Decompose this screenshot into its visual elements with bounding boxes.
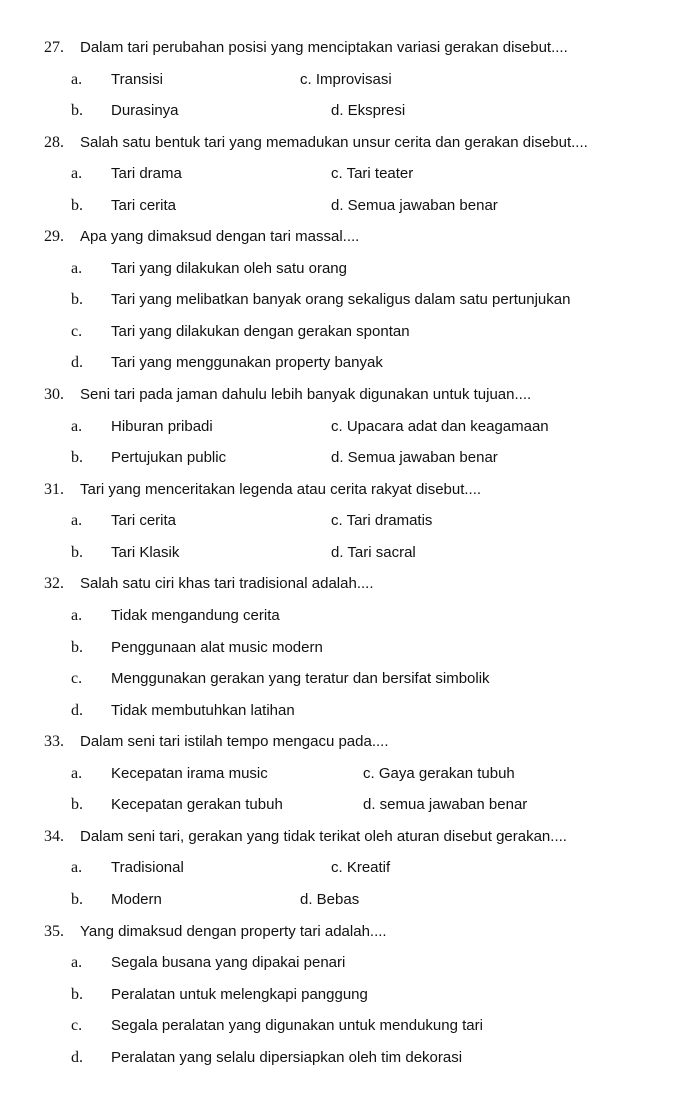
option-letter: c. (71, 1017, 83, 1034)
option-letter: b. (71, 102, 83, 119)
option-text: Segala peralatan yang digunakan untuk mendukung tari (111, 1017, 483, 1034)
option-text: Tari cerita (111, 197, 177, 214)
option-letter: b. (71, 891, 83, 908)
question-text: Salah satu ciri khas tari tradisional adalah.... (80, 575, 374, 592)
option-text: Modern (111, 891, 162, 908)
option-text: d. semua jawaban benar (363, 796, 528, 813)
option-letter: d. (71, 702, 83, 719)
option-text: d. Tari sacral (331, 544, 416, 561)
option-text: Tari yang dilakukan oleh satu orang (111, 260, 347, 277)
option-text: d. Bebas (300, 891, 360, 908)
option-letter: d. (71, 354, 83, 371)
option-text: Durasinya (111, 102, 179, 119)
option-letter: b. (71, 291, 83, 308)
option-text: Kecepatan gerakan tubuh (111, 796, 283, 813)
option-text: Tari drama (111, 165, 182, 182)
option-text: Transisi (111, 71, 163, 88)
question-text: Seni tari pada jaman dahulu lebih banyak digunakan untuk tujuan.... (80, 386, 532, 403)
question-number: 35. (44, 923, 64, 940)
option-text: Tidak membutuhkan latihan (111, 702, 295, 719)
question-number: 31. (44, 481, 64, 498)
question-text: Salah satu bentuk tari yang memadukan unsur cerita dan gerakan disebut.... (80, 134, 588, 151)
question-number: 32. (44, 575, 64, 592)
option-letter: a. (71, 418, 83, 435)
question-text: Dalam tari perubahan posisi yang menciptakan variasi gerakan disebut.... (80, 39, 568, 56)
option-text: c. Tari dramatis (331, 512, 433, 529)
option-text: c. Gaya gerakan tubuh (363, 765, 515, 782)
option-letter: a. (71, 765, 83, 782)
question-number: 30. (44, 386, 64, 403)
option-letter: c. (71, 670, 83, 687)
question-text: Tari yang menceritakan legenda atau cerita rakyat disebut.... (80, 481, 482, 498)
option-letter: a. (71, 165, 83, 182)
option-letter: b. (71, 544, 83, 561)
question-number: 28. (44, 134, 64, 151)
option-letter: a. (71, 859, 83, 876)
option-letter: b. (71, 449, 83, 466)
option-text: c. Kreatif (331, 859, 391, 876)
question-text: Dalam seni tari, gerakan yang tidak terikat oleh aturan disebut gerakan.... (80, 828, 567, 845)
option-letter: a. (71, 954, 83, 971)
option-letter: a. (71, 71, 83, 88)
option-text: c. Upacara adat dan keagamaan (331, 418, 549, 435)
question-text: Dalam seni tari istilah tempo mengacu pada.... (80, 733, 389, 750)
option-text: Segala busana yang dipakai penari (111, 954, 346, 971)
option-text: d. Semua jawaban benar (331, 449, 498, 466)
option-text: Tari yang menggunakan property banyak (111, 354, 383, 371)
option-text: Hiburan pribadi (111, 418, 213, 435)
question-text: Apa yang dimaksud dengan tari massal.... (80, 228, 360, 245)
question-number: 27. (44, 39, 64, 56)
option-text: Peralatan untuk melengkapi panggung (111, 986, 368, 1003)
option-text: Tari cerita (111, 512, 177, 529)
question-number: 33. (44, 733, 64, 750)
option-text: Peralatan yang selalu dipersiapkan oleh tim dekorasi (111, 1049, 463, 1066)
option-text: Tari yang melibatkan banyak orang sekaligus dalam satu pertunjukan (111, 291, 571, 308)
option-letter: d. (71, 1049, 83, 1066)
question-number: 29. (44, 228, 64, 245)
option-text: c. Tari teater (331, 165, 414, 182)
option-letter: a. (71, 512, 83, 529)
question-number: 34. (44, 828, 64, 845)
option-text: Penggunaan alat music modern (111, 639, 323, 656)
option-letter: b. (71, 986, 83, 1003)
option-letter: a. (71, 260, 83, 277)
question-text: Yang dimaksud dengan property tari adalah.... (80, 923, 387, 940)
option-text: d. Ekspresi (331, 102, 406, 119)
option-text: d. Semua jawaban benar (331, 197, 498, 214)
option-text: Menggunakan gerakan yang teratur dan bersifat simbolik (111, 670, 490, 687)
option-text: c. Improvisasi (300, 71, 392, 88)
option-text: Kecepatan irama music (111, 765, 268, 782)
option-text: Tidak mengandung cerita (111, 607, 280, 624)
option-text: Tari Klasik (111, 544, 180, 561)
option-text: Pertujukan public (111, 449, 227, 466)
option-letter: a. (71, 607, 83, 624)
option-letter: b. (71, 639, 83, 656)
option-letter: c. (71, 323, 83, 340)
option-letter: b. (71, 796, 83, 813)
option-letter: b. (71, 197, 83, 214)
option-text: Tari yang dilakukan dengan gerakan spontan (111, 323, 410, 340)
option-text: Tradisional (111, 859, 184, 876)
